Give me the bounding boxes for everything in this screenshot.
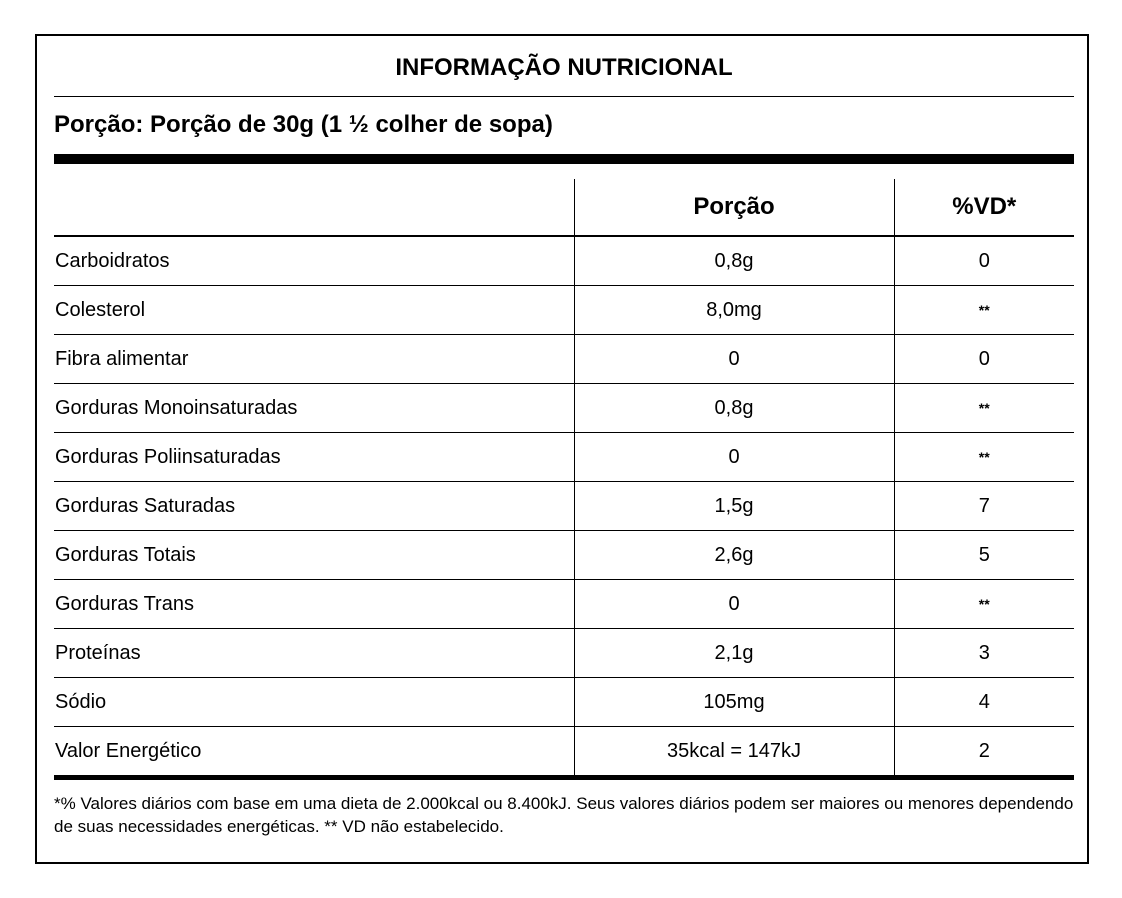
nutrient-daily-value: 0	[894, 236, 1074, 286]
nutrient-name: Gorduras Saturadas	[54, 482, 574, 531]
table-row	[54, 727, 1074, 778]
nutrient-daily-value: 0	[894, 335, 1074, 384]
table-row	[54, 286, 1074, 335]
nutrient-amount: 0	[574, 335, 894, 384]
nutrient-amount: 0,8g	[574, 236, 894, 286]
table-row	[54, 384, 1074, 433]
nutrient-amount: 0	[574, 580, 894, 629]
nutrient-daily-value: 4	[894, 678, 1074, 727]
portion-size: Porção: Porção de 30g (1 ½ colher de sopa)	[54, 111, 553, 138]
nutrient-name: Gorduras Trans	[54, 580, 574, 629]
nutrient-amount: 1,5g	[574, 482, 894, 531]
nutrient-name: Valor Energético	[54, 727, 574, 778]
nutrient-amount: 35kcal = 147kJ	[574, 727, 894, 778]
header-daily-value: %VD*	[894, 179, 1074, 236]
nutrient-daily-value: **	[894, 286, 1074, 335]
nutrient-name: Sódio	[54, 678, 574, 727]
nutrient-name: Gorduras Totais	[54, 531, 574, 580]
nutrient-daily-value: **	[894, 433, 1074, 482]
table-row	[54, 482, 1074, 531]
table-row	[54, 531, 1074, 580]
thick-divider	[54, 154, 1074, 164]
nutrient-daily-value: 3	[894, 629, 1074, 678]
table-header-row	[54, 179, 1074, 236]
nutrient-amount: 0,8g	[574, 384, 894, 433]
nutrient-name: Carboidratos	[54, 236, 574, 286]
nutrient-amount: 8,0mg	[574, 286, 894, 335]
nutrient-name: Fibra alimentar	[54, 335, 574, 384]
table-row	[54, 678, 1074, 727]
nutrient-daily-value: **	[894, 580, 1074, 629]
table-row	[54, 629, 1074, 678]
nutrition-table	[54, 179, 1074, 780]
nutrient-name: Gorduras Poliinsaturadas	[54, 433, 574, 482]
nutrient-name: Gorduras Monoinsaturadas	[54, 384, 574, 433]
footnote: *% Valores diários com base em uma dieta de 2.000kcal ou 8.400kJ. Seus valores diários podem ser maiores ou menores dependendo de suas necessidades energéticas. ** VD não estabelecido.	[54, 794, 1074, 836]
nutrient-amount: 2,1g	[574, 629, 894, 678]
nutrient-name: Proteínas	[54, 629, 574, 678]
nutrient-amount: 0	[574, 433, 894, 482]
nutrient-daily-value: **	[894, 384, 1074, 433]
nutrient-daily-value: 7	[894, 482, 1074, 531]
nutrient-amount: 105mg	[574, 678, 894, 727]
nutrient-name: Colesterol	[54, 286, 574, 335]
table-row	[54, 236, 1074, 286]
nutrient-amount: 2,6g	[574, 531, 894, 580]
header-nutrient	[54, 179, 574, 236]
table-row	[54, 433, 1074, 482]
nutrient-daily-value: 2	[894, 727, 1074, 778]
label-title: INFORMAÇÃO NUTRICIONAL	[54, 36, 1074, 97]
header-portion: Porção	[574, 179, 894, 236]
table-row	[54, 580, 1074, 629]
nutrient-daily-value: 5	[894, 531, 1074, 580]
nutrition-facts-label	[35, 34, 1089, 864]
table-row	[54, 335, 1074, 384]
